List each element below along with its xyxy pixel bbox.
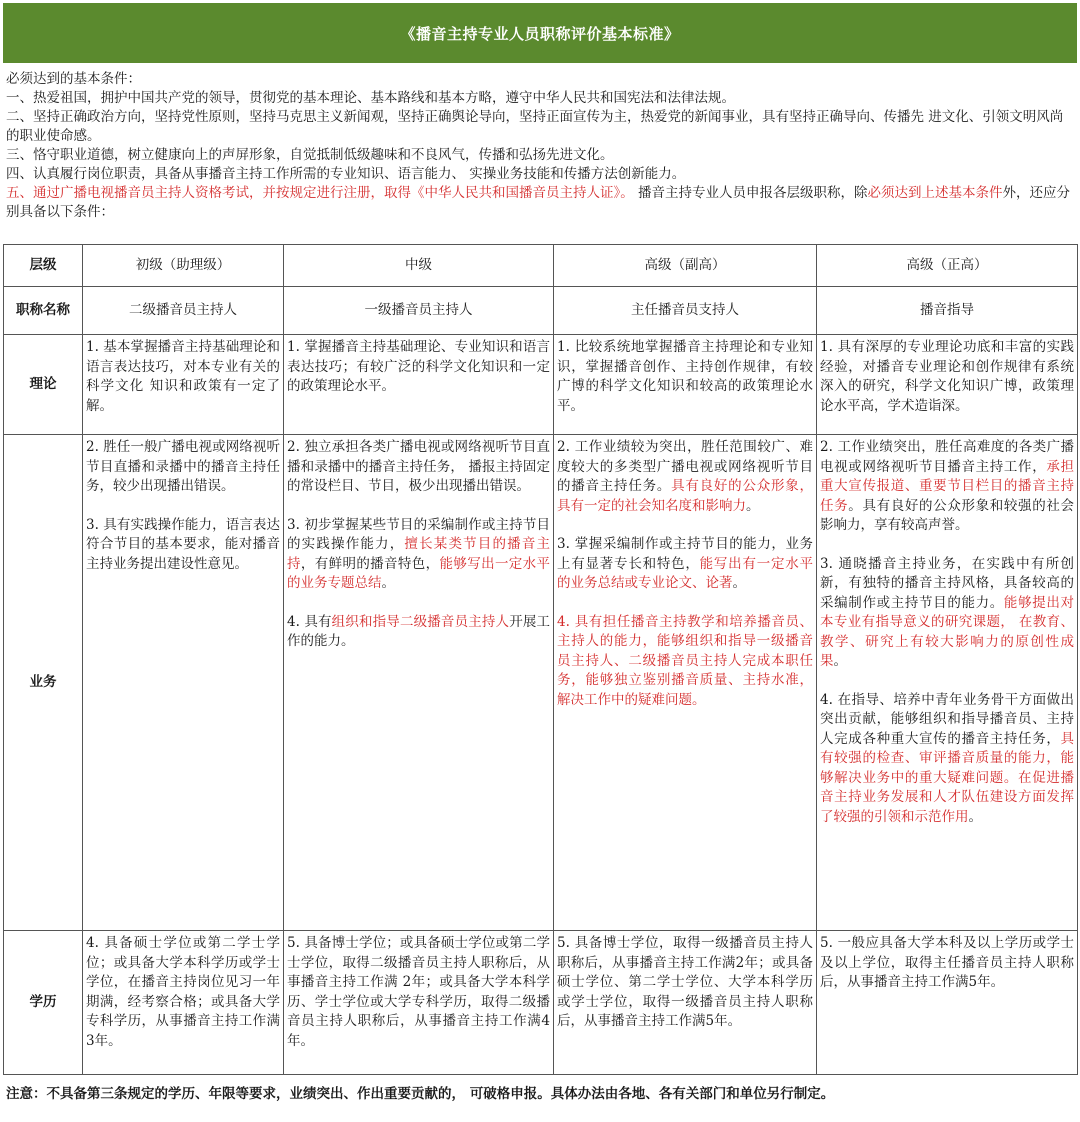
highlight-segment: 组织和指导二级播音员主持人 [331,613,510,630]
theory-deputy-senior: 1. 比较系统地掌握播音主持理论和专业知识，掌握播音创作、主持创作规律，有较广博的科学文化知识和较高的政策理论水平。 [554,335,817,435]
highlight-segment: 擅长某类节目的播音主持 [287,536,551,572]
text-segment: 3. 掌握采编制作或主持节目的能力，业务上有显著专长和特色， [557,536,813,572]
theory-intermediate: 1. 掌握播音主持基础理论、专业知识和语言表达技巧；有较广泛的科学文化知识和一定的政策理论水平。 [284,335,554,435]
business-intermediate-item-2: 2. 独立承担各类广播电视或网络视听节目直播和录播中的播音主持任务， 播报主持固定的常设栏目、节目，极少出现播出错误。 [287,439,550,494]
business-deputy-senior-item-4: 4. 具有担任播音主持教学和培养播音员、主持人的能力，能够组织和指导一级播音员主持人、二级播音员主持人完成本职任务，能够独立鉴别播音质量、主持水准，解决工作中的疑难问题。 [557,613,813,708]
business-full-senior-item-3 [820,555,1074,672]
level-full-senior: 高级（正高） [817,245,1078,287]
condition-item-3: 三、恪守职业道德，树立健康向上的声屏形象，自觉抵制低级趣味和不良风气，传播和弘扬先进文化。 [6,147,614,163]
text-segment: 开展工作的能力。 [287,613,551,649]
business-junior-item-3: 3. 具有实践操作能力，语言表达符合节目的基本要求，能对播音主持业务提出建设性意见。 [86,516,280,572]
text-segment: 。 [968,808,982,825]
text-segment: 4. 在指导、培养中青年业务骨干方面做出突出贡献，能够组织和指导播音员、主持人完成各种重大宣传的播音主持任务， [820,691,1074,747]
text-segment: 。 [746,497,760,514]
text-segment: 2. 工作业绩突出，胜任高难度的各类广播电视或网络视听节目播音主持工作， [820,439,1074,475]
text-segment: 4. 具有 [287,613,332,630]
business-junior-item-2: 2. 胜任一般广播电视或网络视听节目直播和录播中的播音主持任务，较少出现播出错误。 [86,439,280,494]
theory-label: 理论 [4,335,83,435]
business-deputy-senior-item-3 [557,535,813,594]
business-intermediate [284,435,554,931]
title-deputy-senior: 主任播音员支持人 [554,287,817,335]
business-junior [83,435,284,931]
business-intermediate-item-4 [287,613,550,652]
level-row [4,245,1078,287]
highlight-segment: 能够写出一定水平的业务专题总结 [287,555,551,591]
condition-item-5 [6,184,1074,222]
education-junior: 4. 具备硕士学位或第二学士学位；或具备大学本科学历或学士学位，在播音主持岗位见习一年期满，经考察合格；或具备大学专科学历，从事播音主持工作满3年。 [83,931,284,1075]
condition-item-5-black: 播音主持专业人员申报各层级职称，除 [633,185,868,201]
title-row [4,287,1078,335]
page-title: 《播音主持专业人员职称评价基本标准》 [400,24,680,43]
theory-full-senior: 1. 具有深厚的专业理论功底和丰富的实践经验，对播音专业理论和创作规律有系统深入的研究，科学文化知识广博，政策理论水平高，学术造诣深。 [817,335,1078,435]
criteria-table [3,244,1078,1075]
highlight-segment: 能够提出对本专业有指导意义的研究课题， 在教育、教学、研究上有较大影响力的原创性成果 [820,594,1075,669]
condition-item-1: 一、热爱祖国，拥护中国共产党的领导，贯彻党的基本理论、基本路线和基本方略，遵守中华人民共和国宪法和法律法规。 [6,90,735,106]
footer-note: 注意：不具备第三条规定的学历、年限等要求，业绩突出、作出重要贡献的， 可破格申报。具体办法由各地、各有关部门和单位另行制定。 [6,1086,835,1102]
education-row [4,931,1078,1075]
highlight-segment: 承担重大宣传报道、重要节目栏目的播音主持任务 [820,458,1075,514]
education-intermediate: 5. 具备博士学位；或具备硕士学位或第二学士学位，取得二级播音员主持人职称后，从事播音主持工作满 2年；或具备大学本科学历、学士学位或大学专科学历，取得二级播音员主持人职称后，从事播音主持工作满4年。 [284,931,554,1075]
condition-item-5-red2: 必须达到上述基本条件 [867,185,1003,201]
business-row [4,435,1078,931]
business-label: 业务 [4,435,83,931]
text-segment: ，有鲜明的播音特色， [300,555,440,572]
business-full-senior [817,435,1078,931]
education-deputy-senior: 5. 具备博士学位，取得一级播音员主持人职称后，从事播音主持工作满2年；或具备硕士学位、第二学士学位、大学本科学历或学士学位，取得一级播音员主持人职称后，从事播音主持工作满5年。 [554,931,817,1075]
education-full-senior: 5. 一般应具备大学本科及以上学历或学士及以上学位，取得主任播音员主持人职称后，从事播音主持工作满5年。 [817,931,1078,1075]
level-junior: 初级（助理级） [83,245,284,287]
highlight-segment: 具有较强的检查、审评播音质量的能力，能够解决业务中的重大疑难问题。在促进播音主持业务发展和人才队伍建设方面发挥了较强的引领和示范作用 [820,730,1074,825]
theory-row [4,335,1078,435]
business-intermediate-item-3 [287,516,550,594]
business-full-senior-item-4 [820,691,1074,828]
text-segment: 。 [732,575,746,591]
condition-item-2: 二、坚持正确政治方向，坚持党性原则，坚持马克思主义新闻观，坚持正确舆论导向，坚持正面宣传为主，热爱党的新闻事业，具有坚持正确导向、传播先 进文化、引领文明风尚的职业使命感。 [6,109,1064,144]
title-intermediate: 一级播音员主持人 [284,287,554,335]
text-segment: 3. 通晓播音主持业务，在实践中有所创新，有独特的播音主持风格，具备较高的采编制作或主持节目的能力。 [820,555,1074,611]
text-segment: 。 [381,575,395,591]
title-junior: 二级播音员主持人 [83,287,284,335]
basic-conditions [6,70,1074,222]
theory-junior: 1. 基本掌握播音主持基础理论和语言表达技巧，对本专业有关的科学文化 知识和政策有一定了解。 [83,335,284,435]
text-segment: 。具有良好的公众形象和较强的社会影响力，享有较高声誉。 [820,497,1075,533]
conditions-heading: 必须达到的基本条件： [6,71,141,87]
condition-item-5-tail: 外，还应分别具备以下条件： [6,185,1071,220]
highlight-segment: 能写出有一定水平的业务总结或专业论文、论著 [557,555,814,591]
level-label: 层级 [4,245,83,287]
text-segment: 2. 工作业绩较为突出，胜任范围较广、难度较大的多类型广播电视或网络视听节目的播音主持任务。 [557,439,813,494]
level-intermediate: 中级 [284,245,554,287]
condition-item-5-red: 五、通过广播电视播音员主持人资格考试，并按规定进行注册，取得《中华人民共和国播音员主持人证》。 [6,185,634,201]
business-deputy-senior [554,435,817,931]
level-deputy-senior: 高级（副高） [554,245,817,287]
condition-item-4: 四、认真履行岗位职责，具备从事播音主持工作所需的专业知识、语言能力、 实操业务技能和传播方法创新能力。 [6,166,686,182]
title-bar [3,3,1077,63]
business-deputy-senior-item-2 [557,438,813,516]
text-segment: 。 [833,653,847,669]
text-segment: 3. 初步掌握某些节目的采编制作或主持节目的实践操作能力， [287,516,550,552]
highlight-segment: 具有良好的公众形象，具有一定的社会知名度和影响力 [557,478,814,514]
business-full-senior-item-2 [820,438,1074,536]
title-full-senior: 播音指导 [817,287,1078,335]
title-label: 职称名称 [4,287,83,335]
education-label: 学历 [4,931,83,1075]
